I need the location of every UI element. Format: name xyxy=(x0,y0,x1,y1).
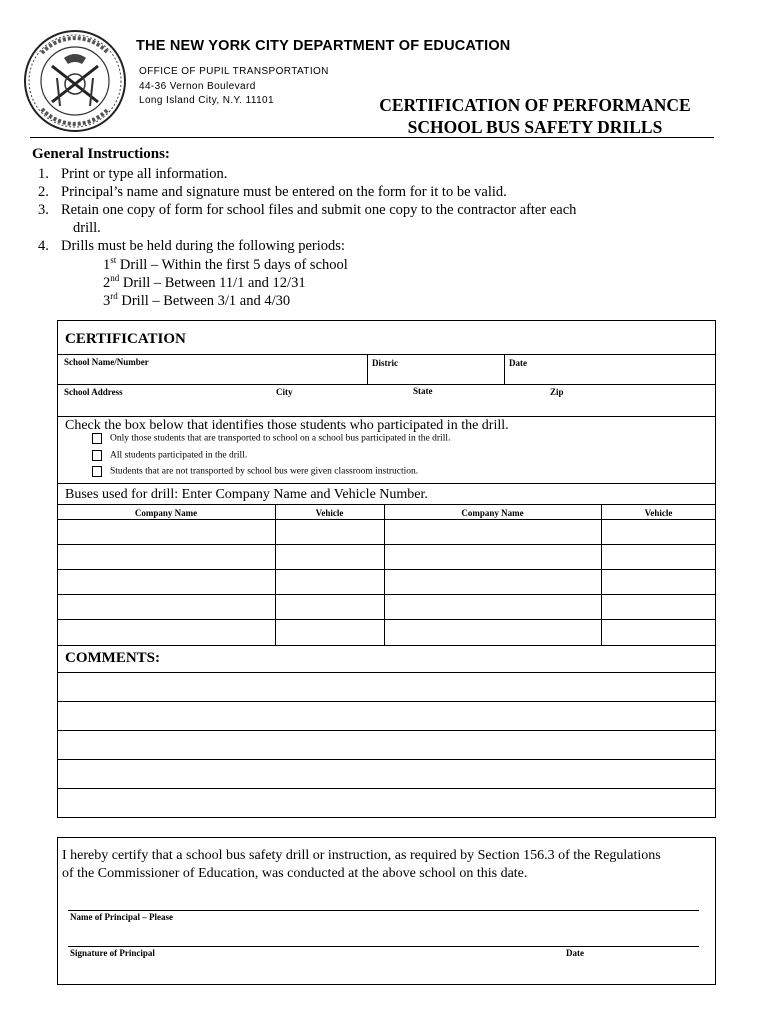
school-name-label: School Name/Number xyxy=(64,357,149,367)
instruction-num-4: 4. xyxy=(38,238,49,254)
instruction-num-1: 1. xyxy=(38,166,49,182)
divider xyxy=(57,619,716,620)
column-header-company-name: Company Name xyxy=(134,508,198,518)
divider xyxy=(57,416,716,417)
principal-name-line xyxy=(68,910,699,911)
checkbox[interactable] xyxy=(92,433,102,444)
date-label: Date xyxy=(509,358,527,368)
divider xyxy=(57,569,716,570)
drill-period-3: 3rd Drill – Between 3/1 and 4/30 xyxy=(103,291,291,309)
organization-name: THE NEW YORK CITY DEPARTMENT OF EDUCATION xyxy=(136,38,511,54)
column-header-vehicle: Vehicle xyxy=(644,508,673,518)
signature-date-label: Date xyxy=(566,948,584,958)
district-field[interactable] xyxy=(368,368,503,384)
address-line-1: 44-36 Vernon Boulevard xyxy=(139,81,256,92)
divider xyxy=(57,594,716,595)
district-label: Distric xyxy=(372,358,398,368)
buses-prompt: Buses used for drill: Enter Company Name and Vehicle Number. xyxy=(65,487,428,502)
school-name-field[interactable] xyxy=(58,368,366,384)
certification-statement-line-1: I hereby certify that a school bus safety drill or instruction, as required by Section 156.3 of the Regulations xyxy=(62,848,661,863)
instructions-heading: General Instructions: xyxy=(32,146,170,162)
participation-option-3[interactable]: Students that are not transported by school bus were given classroom instruction. xyxy=(92,466,418,477)
form-title-line-1: CERTIFICATION OF PERFORMANCE xyxy=(379,95,691,115)
bus-row-1-vehicle-field-2[interactable] xyxy=(602,520,715,544)
column-header-company-name: Company Name xyxy=(461,508,524,518)
bus-row-1-company-field-2[interactable] xyxy=(385,520,600,544)
divider xyxy=(57,483,716,484)
principal-signature-label: Signature of Principal xyxy=(70,948,155,958)
checkbox[interactable] xyxy=(92,450,102,461)
certification-statement-line-2: of the Commissioner of Education, was conducted at the above school on this date. xyxy=(62,866,528,881)
drill-period-1: 1st Drill – Within the first 5 days of school xyxy=(103,255,348,273)
instruction-item-3-cont: drill. xyxy=(73,220,101,236)
office-name: OFFICE OF PUPIL TRANSPORTATION xyxy=(139,66,329,77)
divider xyxy=(57,354,716,355)
school-address-label: School Address xyxy=(64,387,123,397)
divider xyxy=(57,645,716,646)
divider xyxy=(57,544,716,545)
check-prompt: Check the box below that identifies those students who participated in the drill. xyxy=(65,418,509,433)
principal-signature-field[interactable] xyxy=(68,929,699,946)
participation-option-1[interactable]: Only those students that are transported to school on a school bus participated in the drill. xyxy=(92,433,450,444)
instruction-num-3: 3. xyxy=(38,202,49,218)
principal-name-label: Name of Principal – Please xyxy=(70,912,173,922)
bus-row-1-vehicle-field[interactable] xyxy=(276,520,383,544)
instruction-item-2: Principal’s name and signature must be entered on the form for it to be valid. xyxy=(61,184,507,200)
school-address-field[interactable] xyxy=(58,398,715,416)
certification-heading: CERTIFICATION xyxy=(65,331,186,347)
date-field[interactable] xyxy=(505,368,715,384)
zip-label: Zip xyxy=(550,387,564,397)
form-title-line-2: SCHOOL BUS SAFETY DRILLS xyxy=(407,117,663,137)
header-divider xyxy=(30,137,714,138)
principal-name-field[interactable] xyxy=(68,893,699,910)
divider xyxy=(57,384,716,385)
nyc-seal-logo xyxy=(22,28,128,134)
bus-row-1-company-field[interactable] xyxy=(58,520,274,544)
instruction-item-4: Drills must be held during the following periods: xyxy=(61,238,345,254)
column-header-vehicle: Vehicle xyxy=(315,508,344,518)
city-label: City xyxy=(276,387,293,397)
drill-period-2: 2nd Drill – Between 11/1 and 12/31 xyxy=(103,273,306,291)
divider xyxy=(57,504,716,505)
instruction-item-3: Retain one copy of form for school files and submit one copy to the contractor after each xyxy=(61,202,577,218)
checkbox[interactable] xyxy=(92,466,102,477)
participation-option-2[interactable]: All students participated in the drill. xyxy=(92,450,247,461)
comments-field[interactable] xyxy=(58,673,715,817)
instruction-num-2: 2. xyxy=(38,184,49,200)
address-line-2: Long Island City, N.Y. 11101 xyxy=(139,95,274,106)
signature-line xyxy=(68,946,699,947)
instruction-item-1: Print or type all information. xyxy=(61,166,228,182)
state-label: State xyxy=(413,386,433,396)
comments-heading: COMMENTS: xyxy=(65,650,160,666)
